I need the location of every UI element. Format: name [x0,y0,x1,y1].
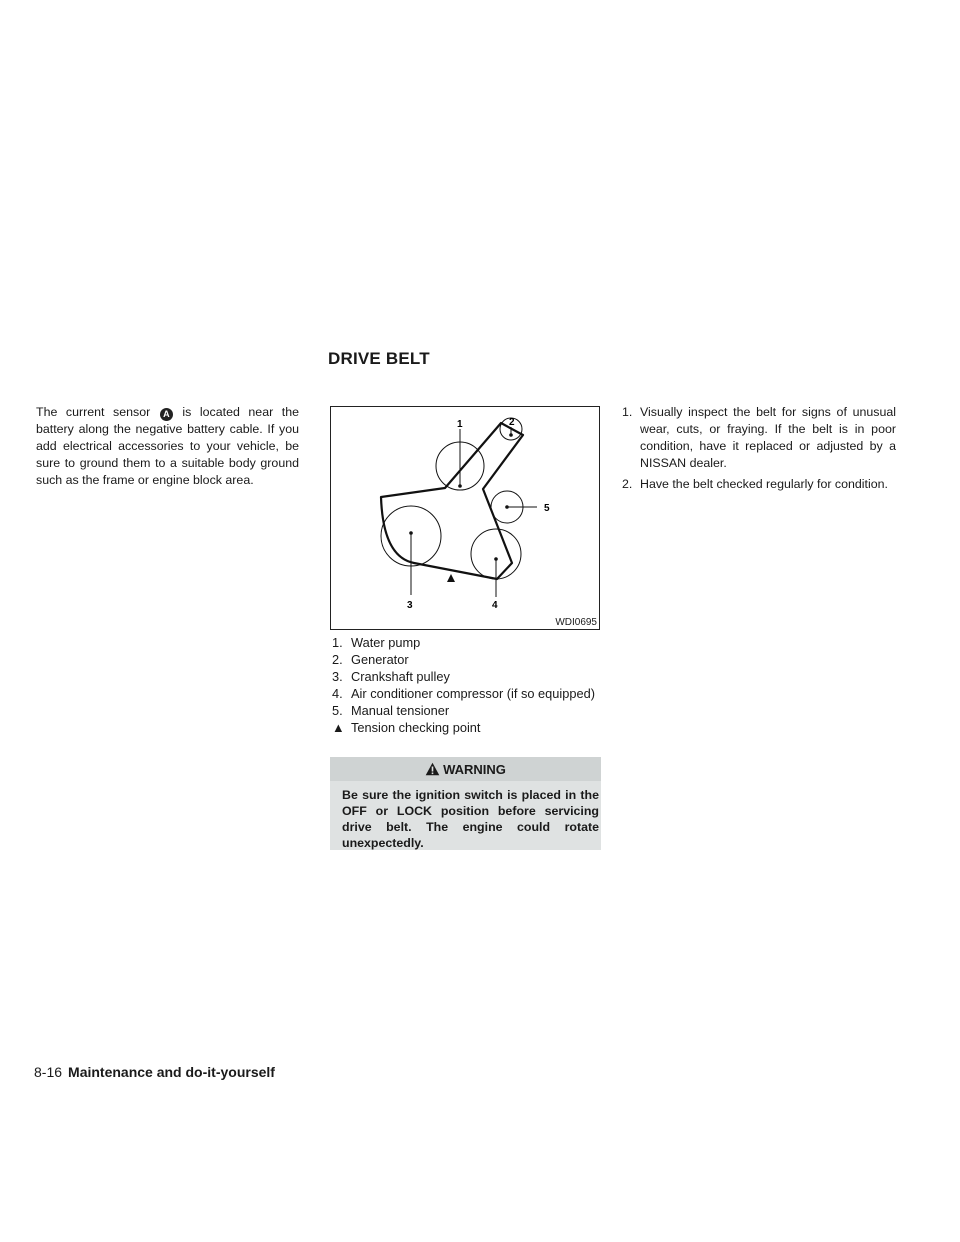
page-number: 8-16 [34,1064,63,1080]
legend-num: 1. [332,635,343,650]
label-5: 5 [544,503,550,514]
paragraph-text-end: is located near the battery along the negative battery cable. If you add electrical accessories to your vehicle, be sure to ground them to a suitable body ground such as the frame or engine block area. [36,405,300,487]
chapter-title: Maintenance and do-it-yourself [68,1064,275,1080]
warning-box [330,757,601,850]
legend-num: 5. [332,702,343,718]
legend-text: Crankshaft pulley [351,668,450,684]
drive-belt-diagram [330,406,600,630]
drive-belt [381,423,523,579]
figure-legend [332,635,602,736]
legend-text: Manual tensioner [351,702,450,718]
step-num: 1. [622,405,633,419]
legend-item [332,652,602,669]
label-4: 4 [492,600,498,611]
legend-num: ▲ [332,719,345,735]
legend-text: Generator [351,651,409,667]
legend-item [332,720,602,737]
step-text: Have the belt checked regularly for condition. [640,477,888,491]
warning-text: Be sure the ignition switch is placed in the OFF or LOCK position before servicing drive belt. The engine could rotate unexpectedly. [342,788,599,850]
step-text: Visually inspect the belt for signs of unusual wear, cuts, or fraying. If the belt is in poor condition, have it replaced or adjusted by a NISSAN dealer. [640,405,896,470]
legend-text: Tension checking point [351,719,481,735]
step-item [622,476,896,493]
legend-num: 2. [332,651,343,667]
legend-text: Water pump [351,635,421,650]
belt-routing-svg [331,407,599,629]
label-1: 1 [457,419,463,430]
section-title: DRIVE BELT [328,349,430,368]
paragraph-text-start: The current sensor [36,405,159,419]
tension-check-marker [447,574,455,582]
warning-title: WARNING [443,761,506,777]
warning-icon [425,762,440,776]
legend-item [332,669,602,686]
inspection-steps [622,404,896,497]
label-3: 3 [407,600,413,611]
figure-code: WDI0695 [555,617,597,628]
marker-a-badge: A [160,408,173,421]
page-footer [34,1064,275,1080]
legend-num: 4. [332,685,343,701]
legend-item [332,635,602,652]
label-2: 2 [509,417,515,428]
step-item [622,404,896,472]
current-sensor-paragraph [36,404,299,489]
step-num: 2. [622,477,633,491]
legend-item [332,703,602,720]
warning-header [330,757,601,781]
legend-text: Air conditioner compressor (if so equipped) [351,685,595,701]
legend-num: 3. [332,668,343,684]
legend-item [332,686,602,703]
